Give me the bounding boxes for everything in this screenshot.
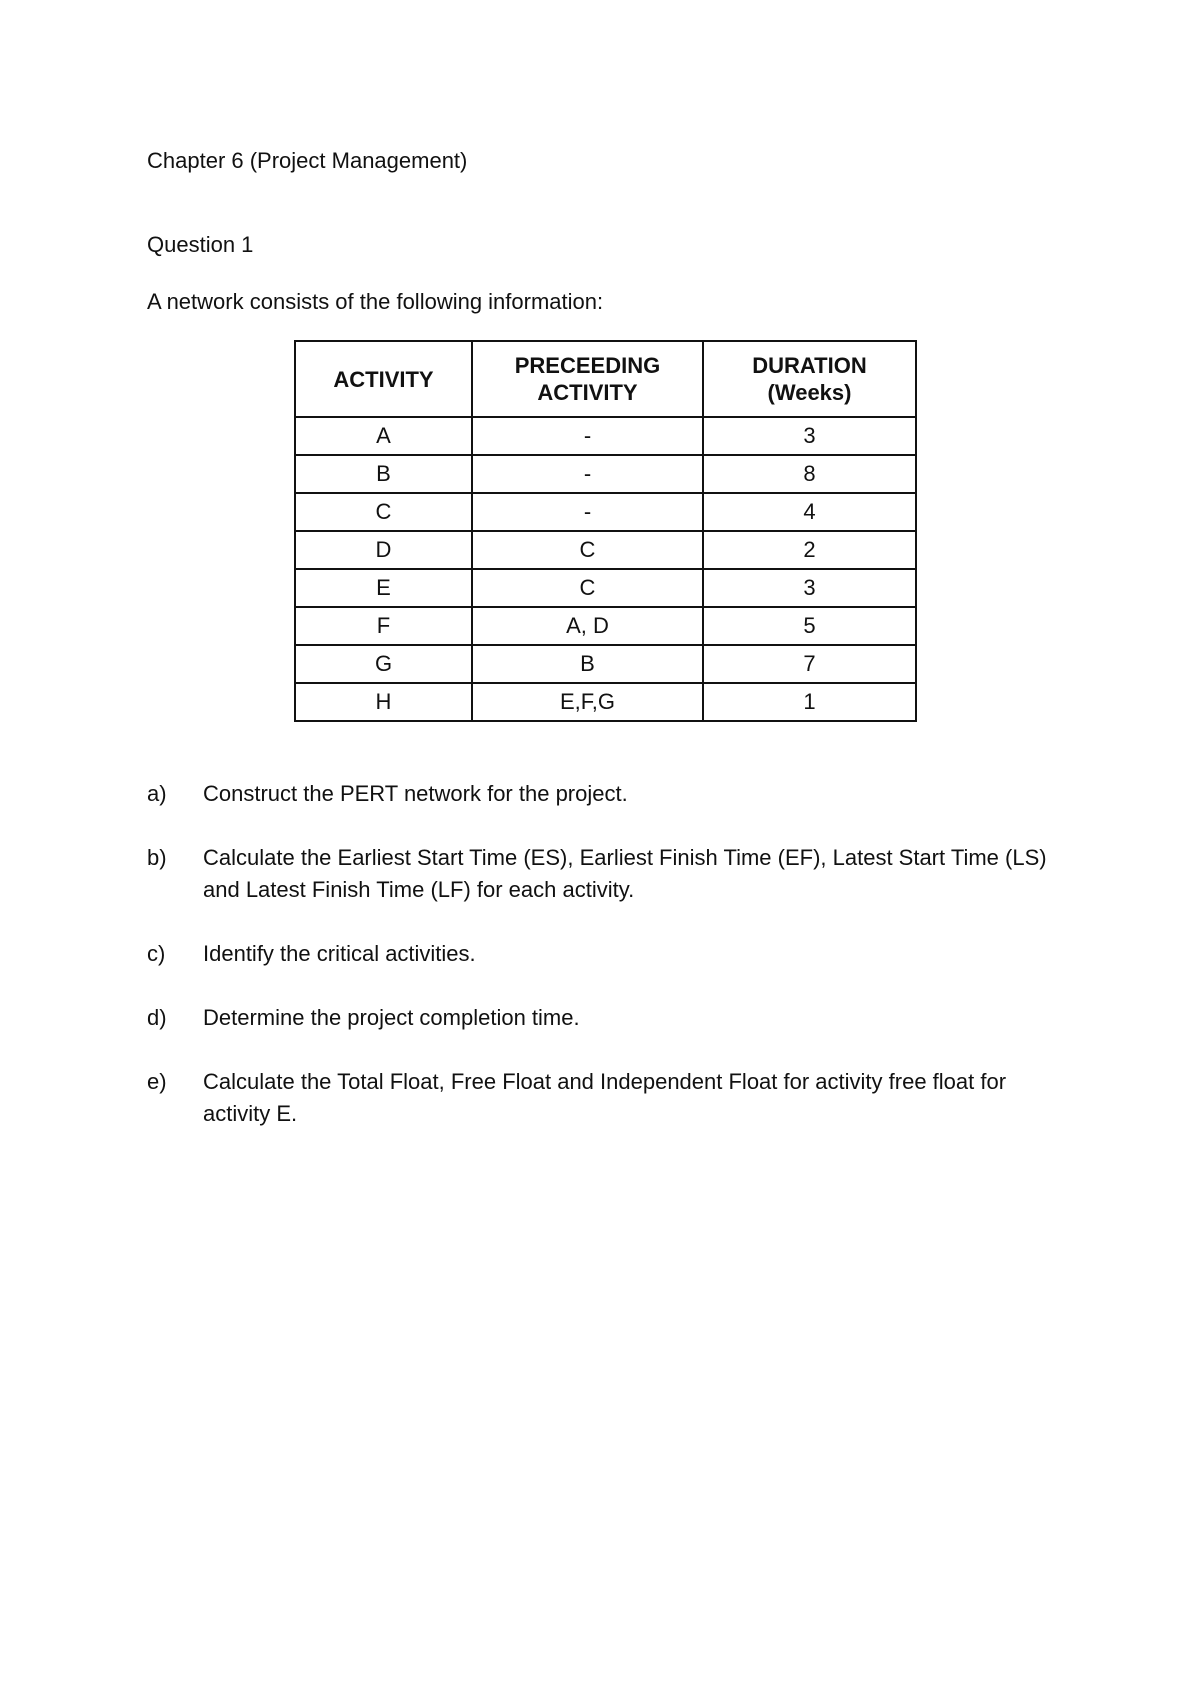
cell-activity: D: [295, 531, 472, 569]
cell-duration: 3: [703, 417, 916, 455]
header-activity-label: ACTIVITY: [333, 366, 434, 392]
header-duration-label-line1: DURATION: [752, 353, 867, 378]
header-duration-label-line2: (Weeks): [767, 380, 852, 405]
header-preceding-label-line2: ACTIVITY: [537, 380, 638, 405]
activity-table: [294, 340, 917, 722]
intro-text: A network consists of the following information:: [147, 289, 604, 314]
table-row: [295, 683, 916, 721]
cell-preceding: -: [472, 417, 703, 455]
question-label: a): [147, 781, 167, 806]
question-text: Calculate the Total Float, Free Float and Independent Float for activity free float for activity E.: [203, 1069, 1007, 1126]
question-item-b: [147, 842, 1077, 906]
cell-activity: E: [295, 569, 472, 607]
table-row: [295, 569, 916, 607]
cell-activity: G: [295, 645, 472, 683]
cell-duration: 2: [703, 531, 916, 569]
table-header-row: [295, 341, 916, 417]
header-preceding-label-line1: PRECEEDING: [514, 353, 661, 378]
cell-duration: 5: [703, 607, 916, 645]
chapter-title: Chapter 6 (Project Management): [147, 148, 468, 173]
cell-activity: C: [295, 493, 472, 531]
cell-preceding: A, D: [472, 607, 703, 645]
question-text: Construct the PERT network for the project.: [203, 781, 628, 806]
question-label: b): [147, 845, 167, 870]
header-duration: [703, 341, 916, 417]
cell-preceding: E,F,G: [472, 683, 703, 721]
cell-duration: 3: [703, 569, 916, 607]
table-row: [295, 455, 916, 493]
cell-activity: B: [295, 455, 472, 493]
header-activity: [295, 341, 472, 417]
question-item-c: [147, 938, 1077, 970]
cell-preceding: -: [472, 493, 703, 531]
cell-activity: A: [295, 417, 472, 455]
header-preceding-activity: [472, 341, 703, 417]
cell-preceding: C: [472, 569, 703, 607]
question-text: Identify the critical activities.: [203, 941, 476, 966]
question-item-d: [147, 1002, 1077, 1034]
cell-duration: 4: [703, 493, 916, 531]
table-row: [295, 417, 916, 455]
cell-activity: H: [295, 683, 472, 721]
question-label: e): [147, 1069, 167, 1094]
table-row: [295, 531, 916, 569]
cell-duration: 1: [703, 683, 916, 721]
question-label: c): [147, 941, 166, 966]
cell-duration: 7: [703, 645, 916, 683]
cell-duration: 8: [703, 455, 916, 493]
question-label: d): [147, 1005, 167, 1030]
question-item-e: [147, 1066, 1077, 1130]
question-text: Calculate the Earliest Start Time (ES), Earliest Finish Time (EF), Latest Start Time (LS) and Latest Finish Time (LF) for each activity.: [203, 845, 1047, 902]
question-item-a: [147, 778, 1077, 810]
table-row: [295, 645, 916, 683]
cell-preceding: C: [472, 531, 703, 569]
table-row: [295, 607, 916, 645]
cell-activity: F: [295, 607, 472, 645]
cell-preceding: -: [472, 455, 703, 493]
question-text: Determine the project completion time.: [203, 1005, 580, 1030]
table-row: [295, 493, 916, 531]
cell-preceding: B: [472, 645, 703, 683]
question-title: Question 1: [147, 232, 254, 257]
